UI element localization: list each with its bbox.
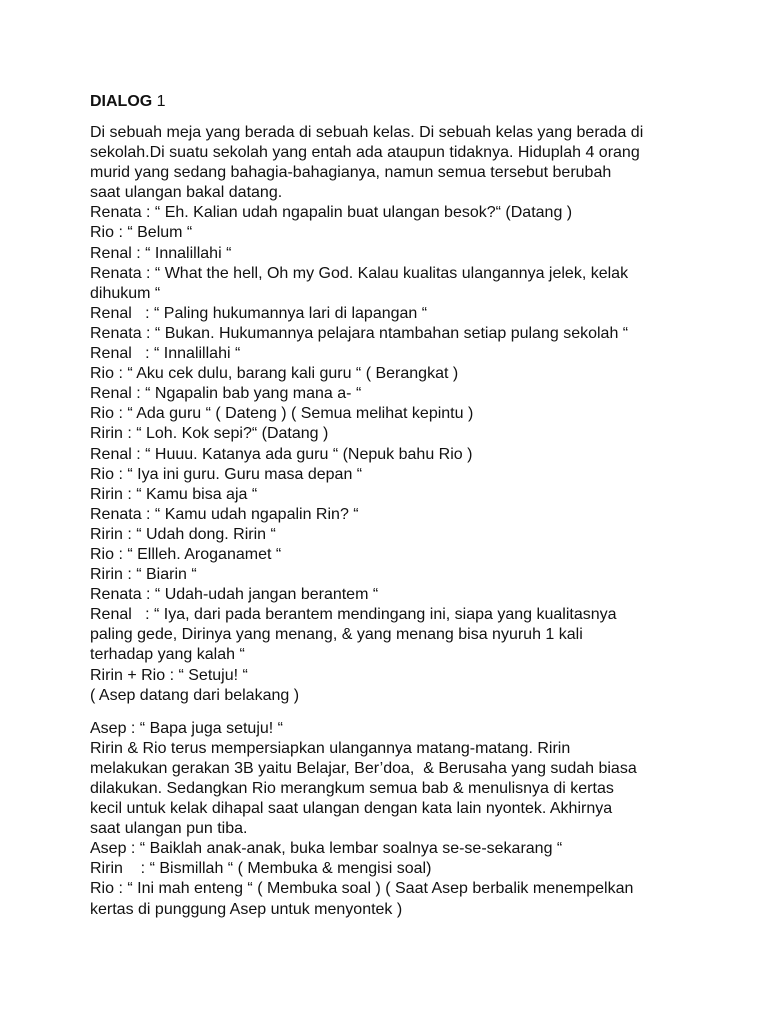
text-line: sekolah.Di suatu sekolah yang entah ada ataupun tidaknya. Hiduplah 4 orang <box>90 144 640 162</box>
text-line: Rio : “ Aku cek dulu, barang kali guru “ ( Berangkat ) <box>90 365 459 383</box>
text-line: saat ulangan bakal datang. <box>90 184 283 202</box>
text-line: Renata : “ Bukan. Hukumannya pelajara ntambahan setiap pulang sekolah “ <box>90 324 629 342</box>
text-line: Renata : “ Eh. Kalian udah ngapalin buat ulangan besok?“ (Datang ) <box>90 204 573 222</box>
text-line: kertas di punggung Asep untuk menyontek ) <box>90 900 403 918</box>
title-bold: DIALOG <box>90 93 153 110</box>
text-line: Ririn : “ Udah dong. Ririn “ <box>90 525 276 543</box>
text-line: terhadap yang kalah “ <box>90 646 245 664</box>
text-line: Renata : “ Kamu udah ngapalin Rin? “ <box>90 505 359 523</box>
text-line: Renal : “ Innalillahi “ <box>90 244 232 262</box>
text-line: ( Asep datang dari belakang ) <box>90 686 300 704</box>
text-line: Rio : “ Belum “ <box>90 224 193 242</box>
document-page <box>90 92 710 920</box>
text-line: Renal : “ Huuu. Katanya ada guru “ (Nepuk bahu Rio ) <box>90 445 473 463</box>
text-line: Ririn + Rio : “ Setuju! “ <box>90 666 248 684</box>
text-line: Rio : “ Iya ini guru. Guru masa depan “ <box>90 465 363 483</box>
dialog-section-1 <box>90 123 710 706</box>
text-line: Renata : “ Udah-udah jangan berantem “ <box>90 586 379 604</box>
text-line: Renal : “ Paling hukumannya lari di lapangan “ <box>90 304 428 322</box>
text-line: Ririn : “ Bismillah “ ( Membuka & mengisi soal) <box>90 860 432 878</box>
text-line: melakukan gerakan 3B yaitu Belajar, Ber’doa, & Berusaha yang sudah biasa <box>90 759 637 777</box>
text-line: Ririn : “ Loh. Kok sepi?“ (Datang ) <box>90 425 329 443</box>
text-line: Ririn : “ Biarin “ <box>90 566 197 584</box>
text-line: Rio : “ Ini mah enteng “ ( Membuka soal ) ( Saat Asep berbalik menempelkan <box>90 880 634 898</box>
text-line: dihukum “ <box>90 284 161 302</box>
text-line: Asep : “ Baiklah anak-anak, buka lembar soalnya se-se-sekarang “ <box>90 840 563 858</box>
text-line: Di sebuah meja yang berada di sebuah kelas. Di sebuah kelas yang berada di <box>90 124 644 141</box>
text-line: Renata : “ What the hell, Oh my God. Kalau kualitas ulangannya jelek, kelak <box>90 264 629 282</box>
text-line: kecil untuk kelak dihapal saat ulangan dengan kata lain nyontek. Akhirnya <box>90 800 613 818</box>
dialog-section-2 <box>90 719 710 920</box>
title-number: 1 <box>152 93 166 110</box>
text-line: Rio : “ Ellleh. Aroganamet “ <box>90 545 282 563</box>
text-line: murid yang sedang bahagia-bahagianya, namun semua tersebut berubah <box>90 164 612 182</box>
text-line: Asep : “ Bapa juga setuju! “ <box>90 719 283 737</box>
text-line: Renal : “ Iya, dari pada berantem mendingang ini, siapa yang kualitasnya <box>90 606 617 624</box>
text-line: Renal : “ Innalillahi “ <box>90 345 241 363</box>
text-line: dilakukan. Sedangkan Rio merangkum semua bab & menulisnya di kertas <box>90 780 614 797</box>
text-line: saat ulangan pun tiba. <box>90 820 248 838</box>
text-line: paling gede, Dirinya yang menang, & yang menang bisa nyuruh 1 kali <box>90 626 583 644</box>
text-line: Rio : “ Ada guru “ ( Dateng ) ( Semua melihat kepintu ) <box>90 405 474 423</box>
text-line: Ririn & Rio terus mempersiapkan ulangannya matang-matang. Ririn <box>90 739 571 757</box>
document-title <box>90 92 710 112</box>
text-line: Ririn : “ Kamu bisa aja “ <box>90 485 258 503</box>
paragraph-gap <box>90 706 710 719</box>
text-line: Renal : “ Ngapalin bab yang mana a- “ <box>90 385 362 403</box>
